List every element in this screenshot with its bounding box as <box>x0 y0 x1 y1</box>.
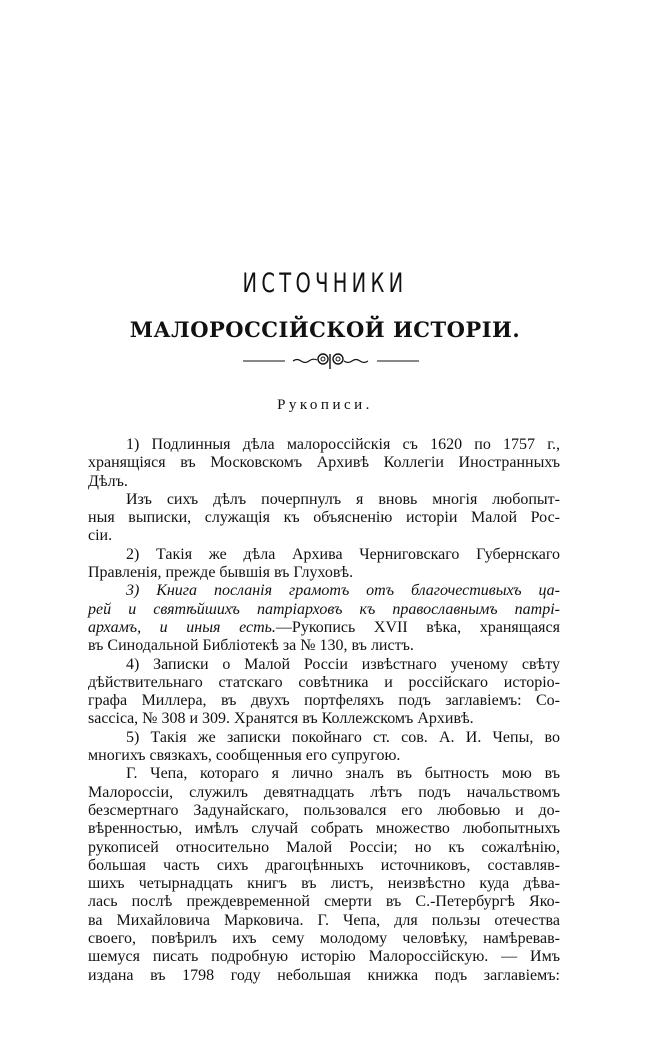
page-title: ИСТОЧНИКИ <box>242 268 408 300</box>
paragraph <box>88 546 560 583</box>
paragraph <box>88 765 560 985</box>
text-line <box>88 656 560 674</box>
line-text: Г. Чепа, котораго я лично зналъ въ бытность мою въ <box>126 765 560 783</box>
text-line <box>88 948 560 966</box>
text-line <box>88 674 560 692</box>
text-line <box>88 491 560 509</box>
decorative-ornament-icon <box>243 350 419 370</box>
line-text: безсмертнаго Задунайскаго, пользовался его любовью и до- <box>88 801 560 819</box>
text-line <box>88 893 560 911</box>
text-line <box>88 582 560 600</box>
line-text: рукописей относительно Малой Россіи; но къ сожалѣнію, <box>88 838 560 856</box>
text-line <box>88 839 560 857</box>
text-line <box>88 875 560 893</box>
text-line <box>88 857 560 875</box>
text-line <box>88 765 560 783</box>
text-line <box>88 546 560 564</box>
line-text: вѣренностью, имѣлъ случай собрать множество любопытныхъ <box>88 820 560 838</box>
text-line <box>88 692 560 710</box>
line-text: 4) Записки о Малой Россіи извѣстнаго ученому свѣту <box>126 655 560 673</box>
paragraph <box>88 729 560 766</box>
line-text: въ Синодальной Библіотекѣ за № 130, въ листъ. <box>88 637 414 655</box>
text-line <box>88 729 560 747</box>
text-line <box>88 930 560 948</box>
text-line <box>88 436 560 454</box>
italic-text: 3) Книга посланія грамотъ отъ благочестивыхъ ца- <box>126 582 560 600</box>
text-line <box>88 509 560 527</box>
text-line <box>88 820 560 838</box>
text-line <box>88 802 560 820</box>
line-text: ныя выписки, служащія къ объясненію исторіи Малой Рос- <box>88 509 560 527</box>
line-text: графа Миллера, въ двухъ портфеляхъ подъ заглавіемъ: Со- <box>88 692 560 710</box>
text-line <box>88 619 560 637</box>
paragraph <box>88 436 560 491</box>
text-line <box>88 454 560 472</box>
line-text: 5) Такія же записки покойнаго ст. сов. А. И. Чепы, во <box>126 728 560 746</box>
text-line <box>88 912 560 930</box>
line-text: ва Михайловича Марковича. Г. Чепа, для пользы отечества <box>88 911 560 929</box>
line-text: издана въ 1798 году небольшая книжка подъ заглавіемъ: <box>88 966 560 984</box>
body-text <box>88 436 560 985</box>
line-text: лась послѣ преждевременной смерти въ С.-Петербургѣ Яко- <box>88 893 560 911</box>
line-text: saccica, № 308 и 309. Хранятся въ Коллежскомъ Архивѣ. <box>88 710 474 728</box>
line-text: многихъ связкахъ, сообщенныя его супругою. <box>88 747 401 765</box>
paragraph <box>88 656 560 729</box>
line-text: дѣйствительнаго статскаго совѣтника и россійскаго исторіо- <box>88 673 560 691</box>
line-text: 1) Подлинныя дѣла малороссійскія съ 1620 по 1757 г., <box>126 436 560 453</box>
text-line <box>88 967 560 985</box>
text-line <box>88 527 560 545</box>
paragraph <box>88 582 560 655</box>
paragraph <box>88 491 560 546</box>
section-heading: Рукописи. <box>277 397 373 413</box>
line-text: Правленія, прежде бывшія въ Глуховѣ. <box>88 564 354 582</box>
text-line <box>88 637 560 655</box>
line-text: —Рукопись XVII вѣка, хранящаяся <box>275 618 561 636</box>
line-text: хранящіяся въ Московскомъ Архивѣ Коллегіи Иностранныхъ <box>88 454 560 472</box>
line-text: Дѣлъ. <box>88 472 128 490</box>
text-line <box>88 564 560 582</box>
text-line <box>88 473 560 491</box>
text-line <box>88 601 560 619</box>
line-text: сіи. <box>88 527 113 545</box>
line-text: Изъ сихъ дѣлъ почерпнулъ я вновь многія любопыт- <box>126 490 560 508</box>
line-text: шемуся писать подробную исторію Малороссійскую. — Имъ <box>88 948 560 966</box>
text-line <box>88 747 560 765</box>
page-subtitle: МАЛОРОССІЙСКОЙ ИСТОРІИ. <box>129 317 521 343</box>
line-text: шихъ четырнадцать книгъ въ листъ, неизвѣстно куда дѣва- <box>88 875 560 893</box>
italic-text: рей и святѣйшихъ патріарховъ къ православнымъ патрі- <box>88 600 560 618</box>
line-text: большая часть сихъ драгоцѣнныхъ источниковъ, составляв- <box>88 856 560 874</box>
italic-text: архамъ, и иныя есть. <box>88 618 276 636</box>
text-line <box>88 710 560 728</box>
line-text: Малороссіи, служилъ девятнадцать лѣтъ подъ начальствомъ <box>88 783 560 801</box>
text-line <box>88 784 560 802</box>
line-text: 2) Такія же дѣла Архива Черниговскаго Губернскаго <box>126 545 560 563</box>
line-text: своего, повѣрилъ ихъ сему молодому человѣку, намѣревав- <box>88 930 560 948</box>
